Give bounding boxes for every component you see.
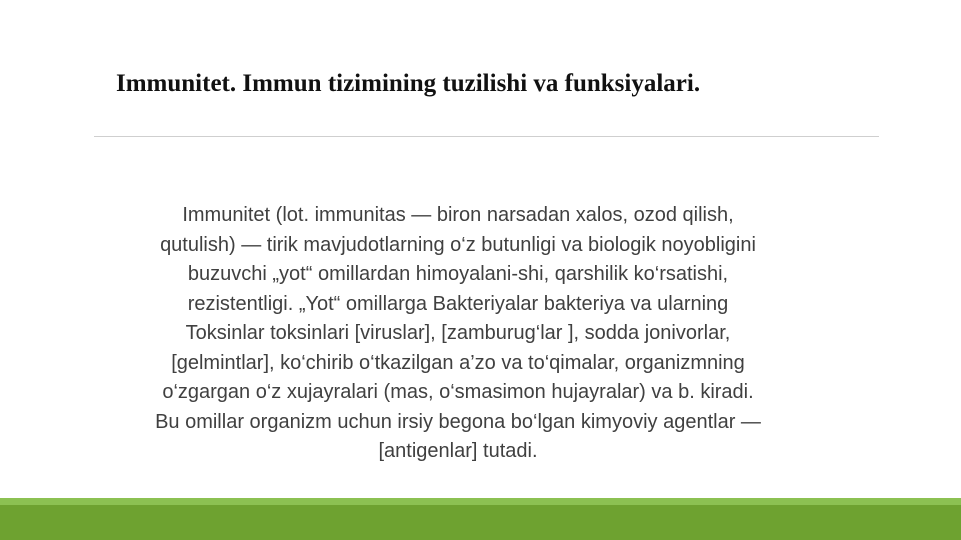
body-line: buzuvchi „yot“ omillardan himoyalani-shi, qarshilik ko‘rsatishi, — [187, 263, 729, 285]
footer-accent-bar — [0, 498, 961, 540]
body-line: [antigenlar] tutadi. — [378, 440, 538, 462]
body-line: Immunitet (lot. immunitas — biron narsadan xalos, ozod qilish, — [182, 204, 734, 226]
slide-title: Immunitet. Immun tizimining tuzilishi va funksiyalari. — [116, 70, 701, 97]
body-line: Toksinlar toksinlari [viruslar], [zamburug‘lar ], sodda jonivorlar, — [185, 322, 731, 344]
body-line: o‘zgargan o‘z xujayralari (mas, o‘smasimon hujayralar) va b. kiradi. — [162, 381, 754, 403]
body-line: qutulish) — tirik mavjudotlarning o‘z butunligi va biologik noyobligini — [160, 233, 756, 256]
title-divider — [94, 136, 879, 137]
body-line: [gelmintlar], ko‘chirib o‘tkazilgan a’zo va to‘qimalar, organizmning — [171, 351, 745, 374]
body-line: Bu omillar organizm uchun irsiy begona bo‘lgan kimyoviy agentlar — — [155, 410, 761, 433]
footer-accent-band — [0, 505, 961, 540]
body-line: rezistentligi. „Yot“ omillarga Bakteriyalar bakteriya va ularning — [187, 292, 729, 315]
slide-body-text — [80, 201, 836, 467]
footer-accent-highlight — [0, 498, 961, 505]
